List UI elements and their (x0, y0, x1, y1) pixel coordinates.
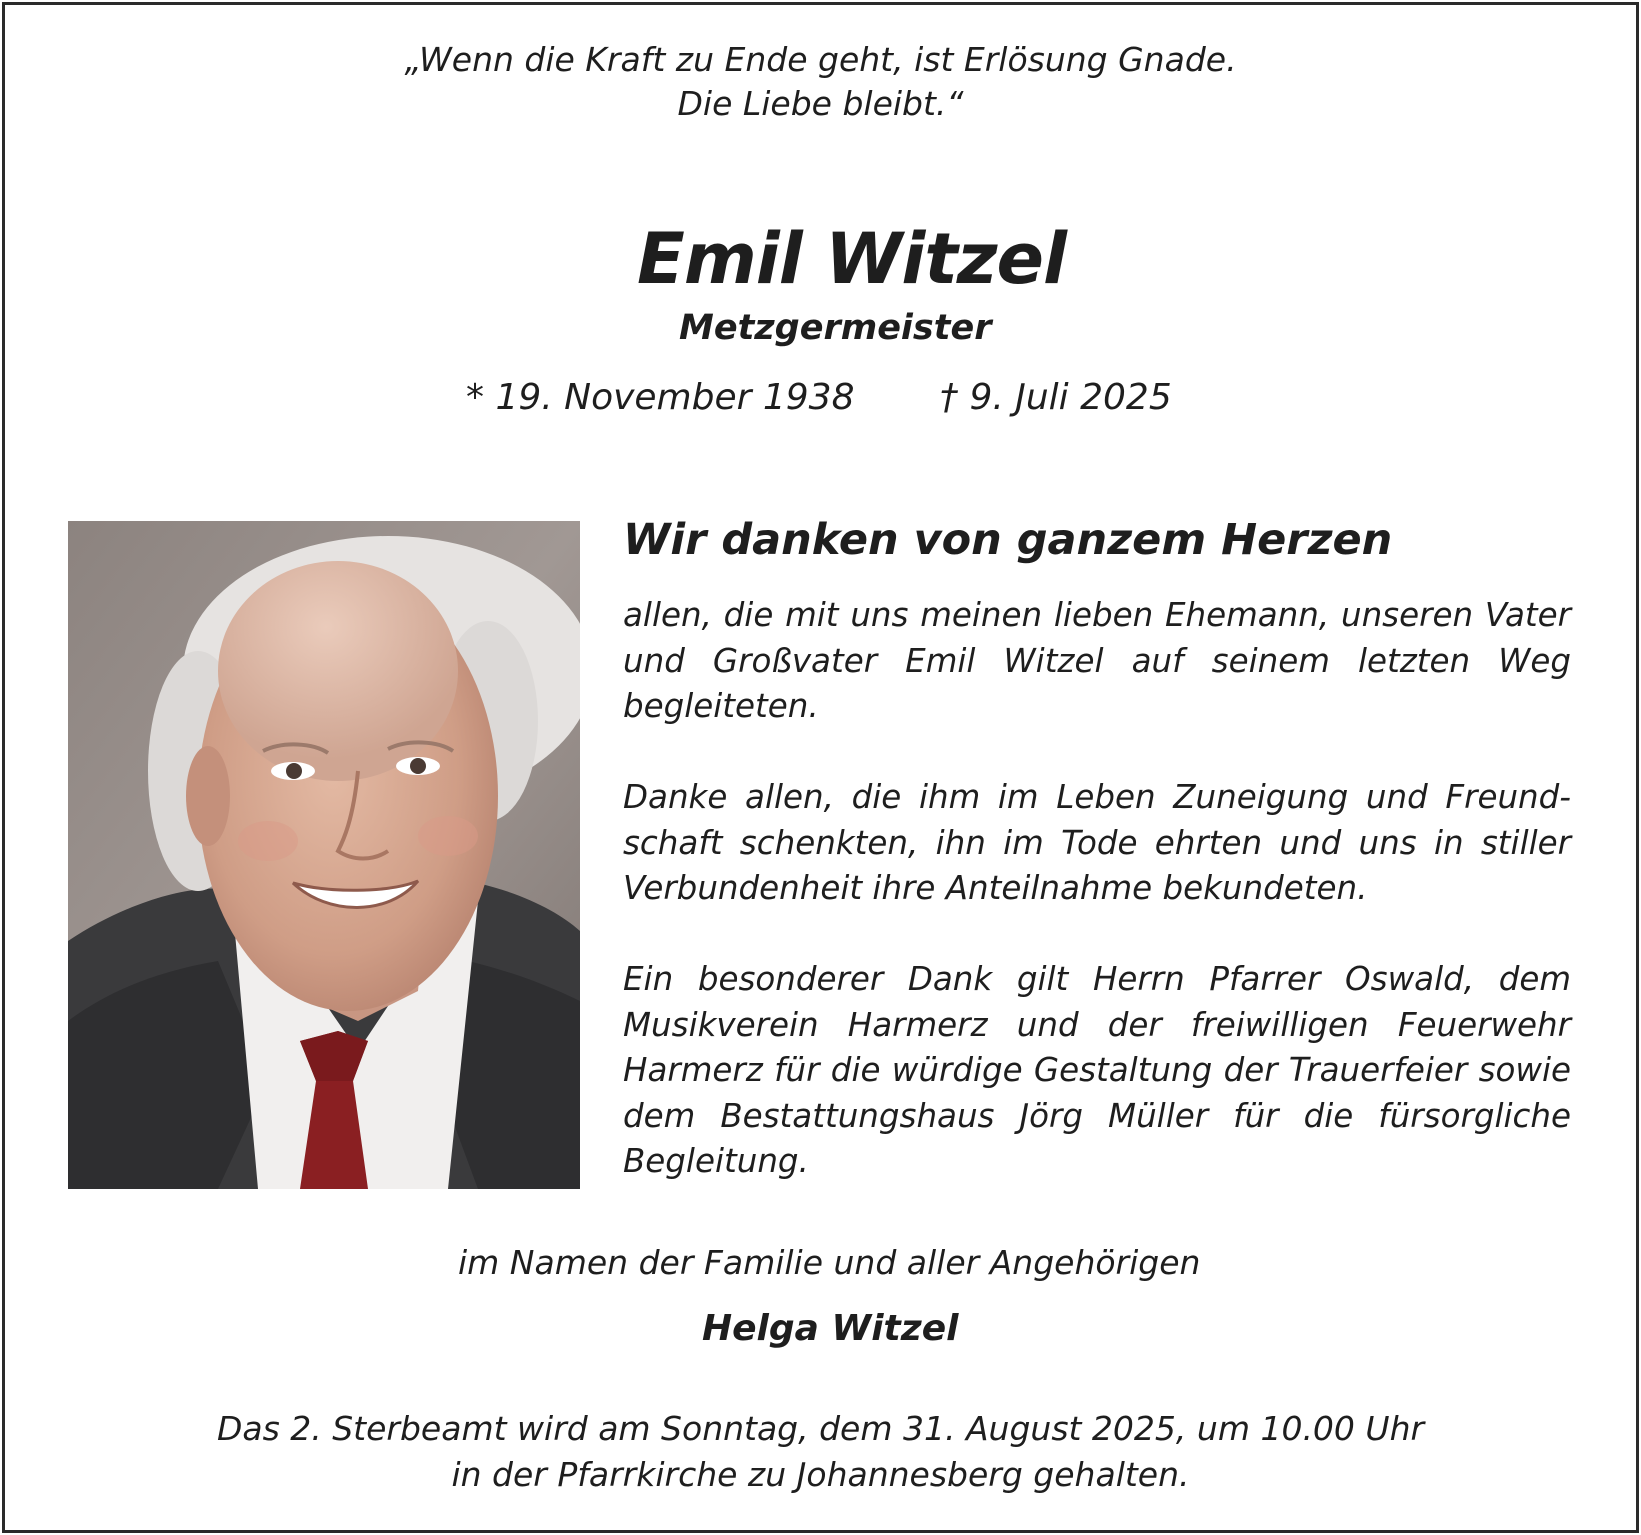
service-line-2: in der Pfarrkirche zu Johannesberg gehalten. (451, 1455, 1190, 1494)
thanks-paragraph-1: allen, die mit uns meinen lieben Ehemann, unseren Vater und Großvater Emil Witzel auf seinem letzten Weg begleiteten. (623, 596, 1571, 726)
service-line-1: Das 2. Sterbeamt wird am Sonntag, dem 31. August 2025, um 10.00 Uhr (216, 1409, 1425, 1448)
deceased-name-text: Emil Witzel (637, 218, 1066, 300)
closing-line: im Namen der Familie und aller Angehörigen (458, 1243, 1201, 1282)
thanks-heading: Wir danken von ganzem Herzen (623, 515, 1393, 565)
quote-line-2: Die Liebe bleibt.“ (677, 84, 964, 123)
occupation: Metzgermeister (679, 308, 992, 348)
birth-date: * 19. November 1938 (466, 377, 855, 418)
thanks-paragraph-3: Ein besonderer Dank gilt Herrn Pfarrer Oswald, dem Musikverein Harmerz und der freiwilligen Feuerwehr Harmerz für die würdige Gestaltung der Trauerfeier sowie dem Bestattungshaus Jörg Müller für die fürsorgliche Begleitung. (623, 960, 1571, 1181)
quote-line-1: „Wenn die Kraft zu Ende geht, ist Erlösung Gnade. (404, 40, 1237, 79)
portrait-illustration (68, 521, 580, 1189)
signer-name: Helga Witzel (702, 1308, 959, 1349)
thanks-paragraph-2: Danke allen, die ihm im Leben Zuneigung und Freund- schaft schenkten, ihn im Tode ehrten und uns in stiller Verbundenheit ihre Anteilnahme bekundeten. (623, 778, 1571, 908)
death-date: † 9. Juli 2025 (940, 377, 1172, 418)
portrait-photo (68, 521, 580, 1189)
